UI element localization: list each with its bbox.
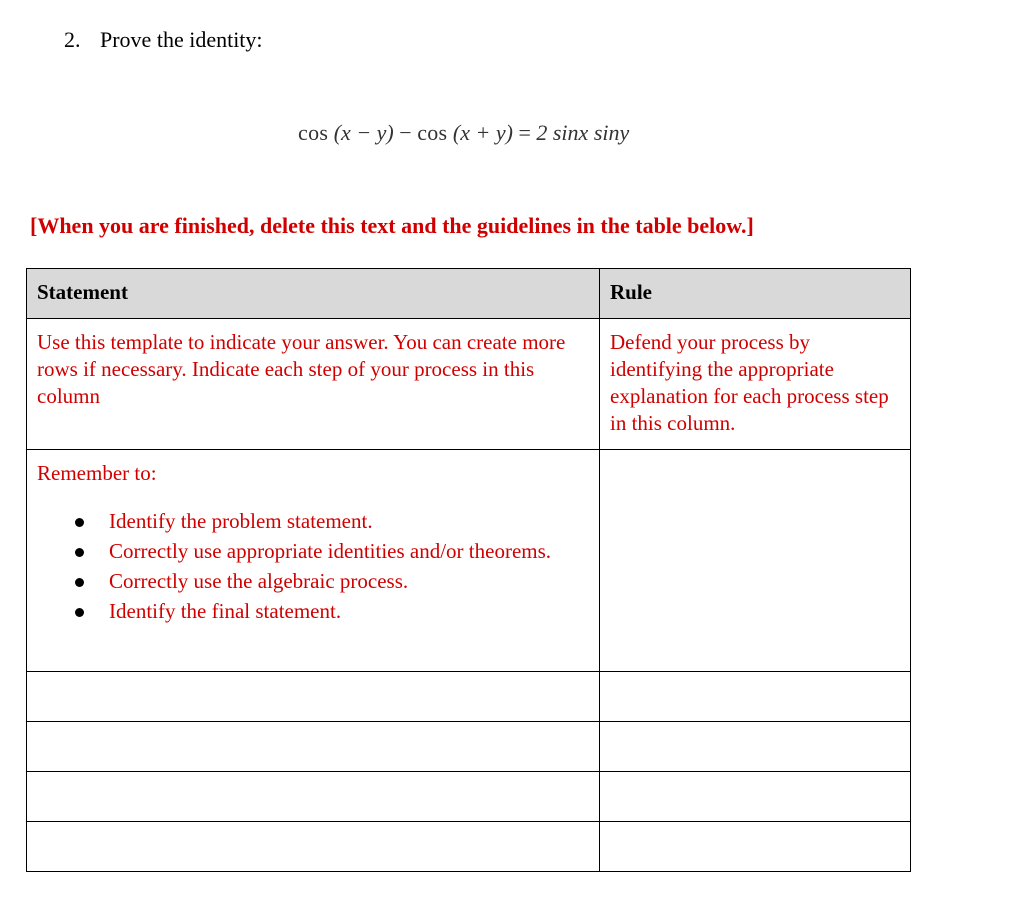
equation-minus: − (393, 120, 418, 145)
bullet-text: Identify the final statement. (109, 599, 342, 623)
bullet-icon (75, 518, 84, 527)
table-row (27, 722, 911, 772)
statement-empty-cell[interactable] (27, 722, 600, 772)
remember-cell[interactable] (27, 450, 600, 672)
question-heading (64, 26, 263, 54)
instruction-text: [When you are finished, delete this text and the guidelines in the table below.] (30, 213, 754, 238)
equation-arg-2: (x + y) (452, 120, 513, 145)
rule-empty-cell[interactable] (600, 722, 911, 772)
proof-table (26, 268, 911, 872)
equation-rhs: 2 sinx siny (536, 120, 630, 145)
bullet-text: Identify the problem statement. (109, 509, 373, 533)
table-header-row (27, 269, 911, 319)
table-row (27, 772, 911, 822)
equation-equals: = (512, 120, 537, 145)
rule-empty-cell[interactable] (600, 450, 911, 672)
identity-equation (298, 118, 629, 148)
bullet-icon (75, 548, 84, 557)
list-item (109, 509, 589, 534)
remember-lead: Remember to: (37, 461, 157, 485)
table-row (27, 319, 911, 450)
list-item (109, 539, 589, 564)
statement-empty-cell[interactable] (27, 772, 600, 822)
statement-empty-cell[interactable] (27, 672, 600, 722)
equation-cos-2: cos (417, 120, 448, 145)
bullet-text: Correctly use appropriate identities and/or theorems. (109, 539, 552, 563)
table-row (27, 450, 911, 672)
statement-guideline-cell[interactable]: Use this template to indicate your answer. You can create more rows if necessary. Indicate each step of your process in this column (27, 319, 600, 450)
list-item (109, 569, 589, 594)
equation-cos-1: cos (298, 120, 329, 145)
list-item (109, 599, 589, 624)
table-row (27, 822, 911, 872)
rule-empty-cell[interactable] (600, 672, 911, 722)
rule-empty-cell[interactable] (600, 822, 911, 872)
question-text: Prove the identity: (100, 27, 263, 52)
rule-empty-cell[interactable] (600, 772, 911, 822)
remember-list (37, 509, 589, 624)
rule-header: Rule (600, 269, 911, 319)
table-row (27, 672, 911, 722)
question-number: 2. (64, 27, 81, 52)
equation-arg-1: (x − y) (333, 120, 394, 145)
statement-header: Statement (27, 269, 600, 319)
rule-guideline-cell[interactable]: Defend your process by identifying the appropriate explanation for each process step in this column. (600, 319, 911, 450)
statement-empty-cell[interactable] (27, 822, 600, 872)
bullet-icon (75, 578, 84, 587)
bullet-text: Correctly use the algebraic process. (109, 569, 409, 593)
bullet-icon (75, 608, 84, 617)
